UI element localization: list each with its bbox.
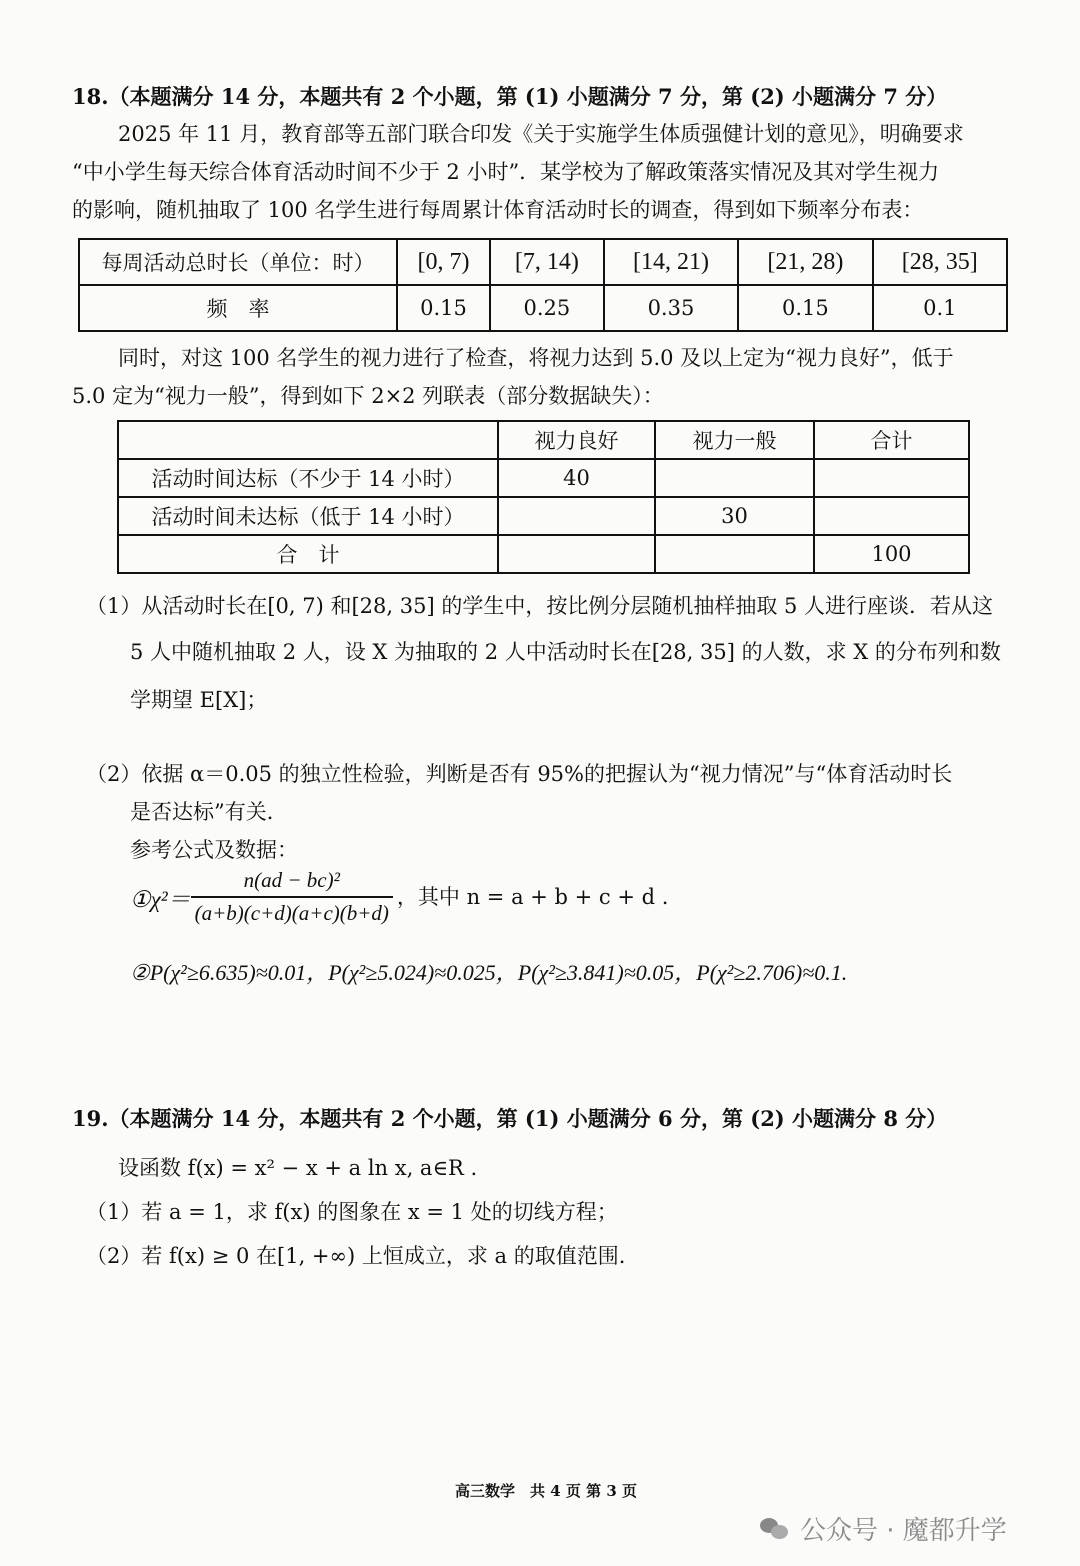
interval-cell: [0, 7) xyxy=(397,239,490,285)
reference-label: 参考公式及数据： xyxy=(130,838,298,862)
table-cell xyxy=(498,497,655,535)
row-header: 活动时间达标（不少于 14 小时） xyxy=(118,459,498,497)
q18-header: 18.（本题满分 14 分，本题共有 2 个小题，第 (1) 小题满分 7 分，第 (2) 小题满分 7 分） xyxy=(72,84,948,109)
table-row xyxy=(79,239,1007,285)
table-cell xyxy=(498,535,655,573)
formula-chi-square xyxy=(130,868,668,926)
formula-probabilities: ②P(χ²≥6.635)≈0.01，P(χ²≥5.024)≈0.025，P(χ²≥3.841)≈0.05，P(χ²≥2.706)≈0.1. xyxy=(130,960,848,985)
freq-cell: 0.25 xyxy=(490,285,604,331)
table-cell xyxy=(814,459,969,497)
q18-part2-line-2: 是否达标”有关． xyxy=(130,800,288,824)
formula-suffix: ，其中 n = a + b + c + d . xyxy=(396,884,669,909)
q19-intro: 设函数 f(x) = x² − x + a ln x, a∈R . xyxy=(118,1156,478,1180)
interval-cell: [7, 14) xyxy=(490,239,604,285)
q18-part1-line-2: 5 人中随机抽取 2 人，设 X 为抽取的 2 人中活动时长在[28, 35] 的人数，求 X 的分布列和数 xyxy=(130,640,1001,664)
contingency-table xyxy=(117,420,970,574)
q18-part2-line-1: （2）依据 α＝0.05 的独立性检验，判断是否有 95%的把握认为“视力情况”与“体育活动时长 xyxy=(86,762,953,786)
col-header-normal: 视力一般 xyxy=(655,421,814,459)
frequency-table xyxy=(78,238,1008,332)
corner-cell xyxy=(118,421,498,459)
freq-cell: 0.15 xyxy=(738,285,872,331)
row-header: 活动时间未达标（低于 14 小时） xyxy=(118,497,498,535)
table-cell xyxy=(655,459,814,497)
q18-mid-line-1: 同时，对这 100 名学生的视力进行了检查，将视力达到 5.0 及以上定为“视力良好”，低于 xyxy=(118,346,954,370)
q18-intro-line-1: 2025 年 11 月，教育部等五部门联合印发《关于实施学生体质强健计划的意见》，明确要求 xyxy=(118,122,964,146)
formula-denominator: (a+b)(c+d)(a+c)(b+d) xyxy=(194,901,389,925)
table-cell: 100 xyxy=(814,535,969,573)
col-header-good: 视力良好 xyxy=(498,421,655,459)
freq-cell: 0.1 xyxy=(873,285,1007,331)
table-cell: 30 xyxy=(655,497,814,535)
freq-label: 频 率 xyxy=(79,285,397,331)
q18-part1-line-1: （1）从活动时长在[0, 7) 和[28, 35] 的学生中，按比例分层随机抽样抽取 5 人进行座谈．若从这 xyxy=(86,594,994,618)
q19-part2: （2）若 f(x) ≥ 0 在[1, +∞) 上恒成立，求 a 的取值范围. xyxy=(86,1244,626,1268)
watermark-text: 公众号 · 魔都升学 xyxy=(800,1516,1007,1546)
table-row xyxy=(79,285,1007,331)
q19-header: 19.（本题满分 14 分，本题共有 2 个小题，第 (1) 小题满分 6 分，第 (2) 小题满分 8 分） xyxy=(72,1106,948,1131)
page-footer: 高三数学 共 4 页 第 3 页 xyxy=(455,1482,637,1500)
formula-prefix: ①χ²＝ xyxy=(130,886,191,912)
q19-part1: （1）若 a = 1，求 f(x) 的图象在 x = 1 处的切线方程； xyxy=(86,1200,618,1224)
freq-cell: 0.35 xyxy=(604,285,738,331)
q18-part1-line-3: 学期望 E[X]； xyxy=(130,688,268,712)
table-row xyxy=(118,497,969,535)
wechat-icon xyxy=(760,1516,790,1542)
freq-row-header: 每周活动总时长（单位：时） xyxy=(79,239,397,285)
table-row xyxy=(118,535,969,573)
table-row xyxy=(118,459,969,497)
table-cell xyxy=(814,497,969,535)
col-header-total: 合计 xyxy=(814,421,969,459)
interval-cell: [21, 28) xyxy=(738,239,872,285)
formula-numerator: n(ad − bc)² xyxy=(191,868,393,898)
q18-intro-line-3: 的影响，随机抽取了 100 名学生进行每周累计体育活动时长的调查，得到如下频率分布表： xyxy=(72,198,924,222)
table-row xyxy=(118,421,969,459)
formula-fraction xyxy=(191,868,393,926)
q18-mid-line-2: 5.0 定为“视力一般”，得到如下 2×2 列联表（部分数据缺失）： xyxy=(72,384,664,408)
watermark xyxy=(760,1510,1007,1547)
table-cell xyxy=(655,535,814,573)
q18-intro-line-2: “中小学生每天综合体育活动时间不少于 2 小时”．某学校为了解政策落实情况及其对学生视力 xyxy=(72,160,940,184)
interval-cell: [28, 35] xyxy=(873,239,1007,285)
interval-cell: [14, 21) xyxy=(604,239,738,285)
row-header: 合 计 xyxy=(118,535,498,573)
freq-cell: 0.15 xyxy=(397,285,490,331)
table-cell: 40 xyxy=(498,459,655,497)
